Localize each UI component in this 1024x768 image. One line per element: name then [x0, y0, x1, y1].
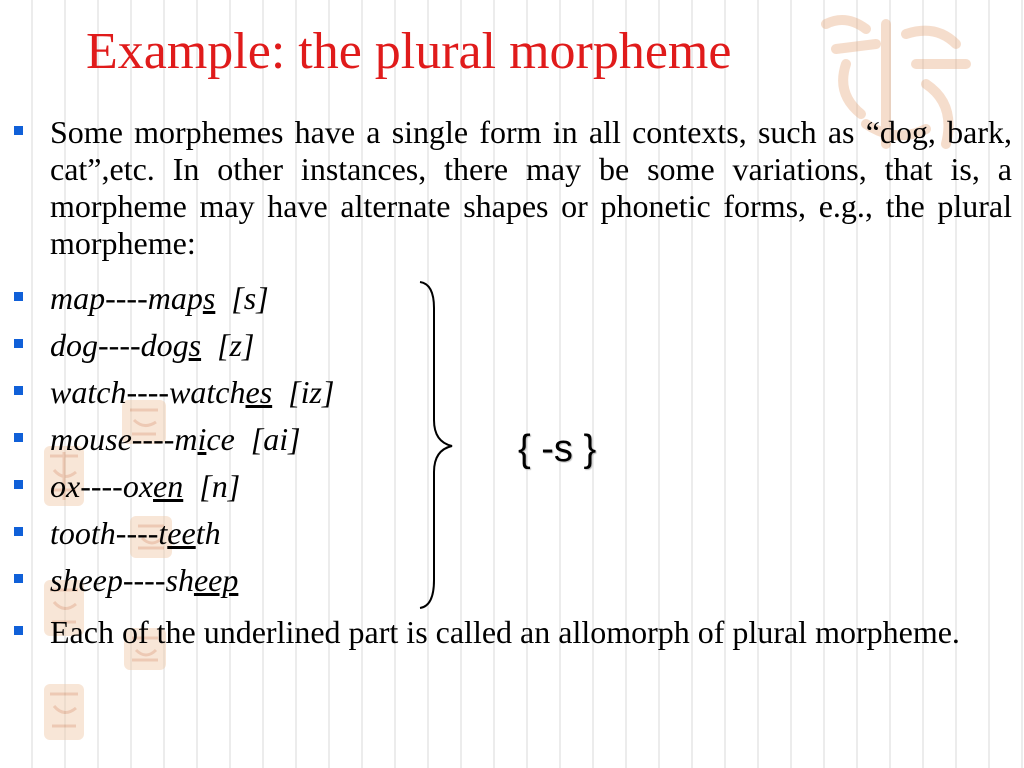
conclusion-paragraph: Each of the underlined part is called an allomorph of plural morpheme. [50, 614, 960, 650]
example-pre: mouse----m [50, 421, 198, 457]
example-allomorph: en [153, 468, 184, 504]
example-item [50, 374, 334, 411]
example-pre: map----map [50, 280, 203, 316]
bullet-icon [14, 527, 23, 536]
example-pre: watch----watch [50, 374, 246, 410]
bullet-icon [14, 480, 23, 489]
morpheme-set-label: { -s } [518, 428, 597, 470]
example-phonetic: [z] [201, 327, 255, 363]
example-item [50, 327, 254, 364]
bullet-icon [14, 433, 23, 442]
example-phonetic: [s] [215, 280, 269, 316]
example-allomorph: s [202, 280, 216, 316]
example-phonetic: [iz] [272, 374, 335, 410]
bullet-icon [14, 292, 23, 301]
example-phonetic: [n] [183, 468, 241, 504]
example-item [50, 562, 238, 599]
example-pre: dog----dog [50, 327, 189, 363]
decorative-seal-small-6 [44, 684, 84, 740]
example-pre: tooth----t [50, 515, 168, 551]
example-allomorph: ee [167, 515, 196, 551]
example-allomorph: eep [193, 562, 239, 598]
example-item [50, 421, 301, 458]
example-phonetic: [ai] [234, 421, 301, 457]
example-item [50, 515, 221, 552]
example-allomorph: i [197, 421, 207, 457]
bullet-icon [14, 339, 23, 348]
example-item [50, 468, 240, 505]
slide-title: Example: the plural morpheme [86, 23, 732, 80]
intro-paragraph: Some morphemes have a single form in all contexts, such as “dog, bark, cat”,etc. In other instances, there may be some variations, that is, a morpheme may have alternate shapes or phonetic forms, e.g., the plural morpheme: [50, 114, 1012, 261]
example-post: th [195, 515, 221, 551]
example-allomorph: s [188, 327, 202, 363]
example-allomorph: es [245, 374, 273, 410]
example-pre: ox----ox [50, 468, 154, 504]
bullet-icon [14, 386, 23, 395]
example-pre: sheep----sh [50, 562, 194, 598]
example-item [50, 280, 269, 317]
bullet-icon [14, 126, 23, 135]
example-post: ce [206, 421, 235, 457]
bullet-icon [14, 626, 23, 635]
bullet-icon [14, 574, 23, 583]
curly-brace-icon [412, 280, 462, 610]
